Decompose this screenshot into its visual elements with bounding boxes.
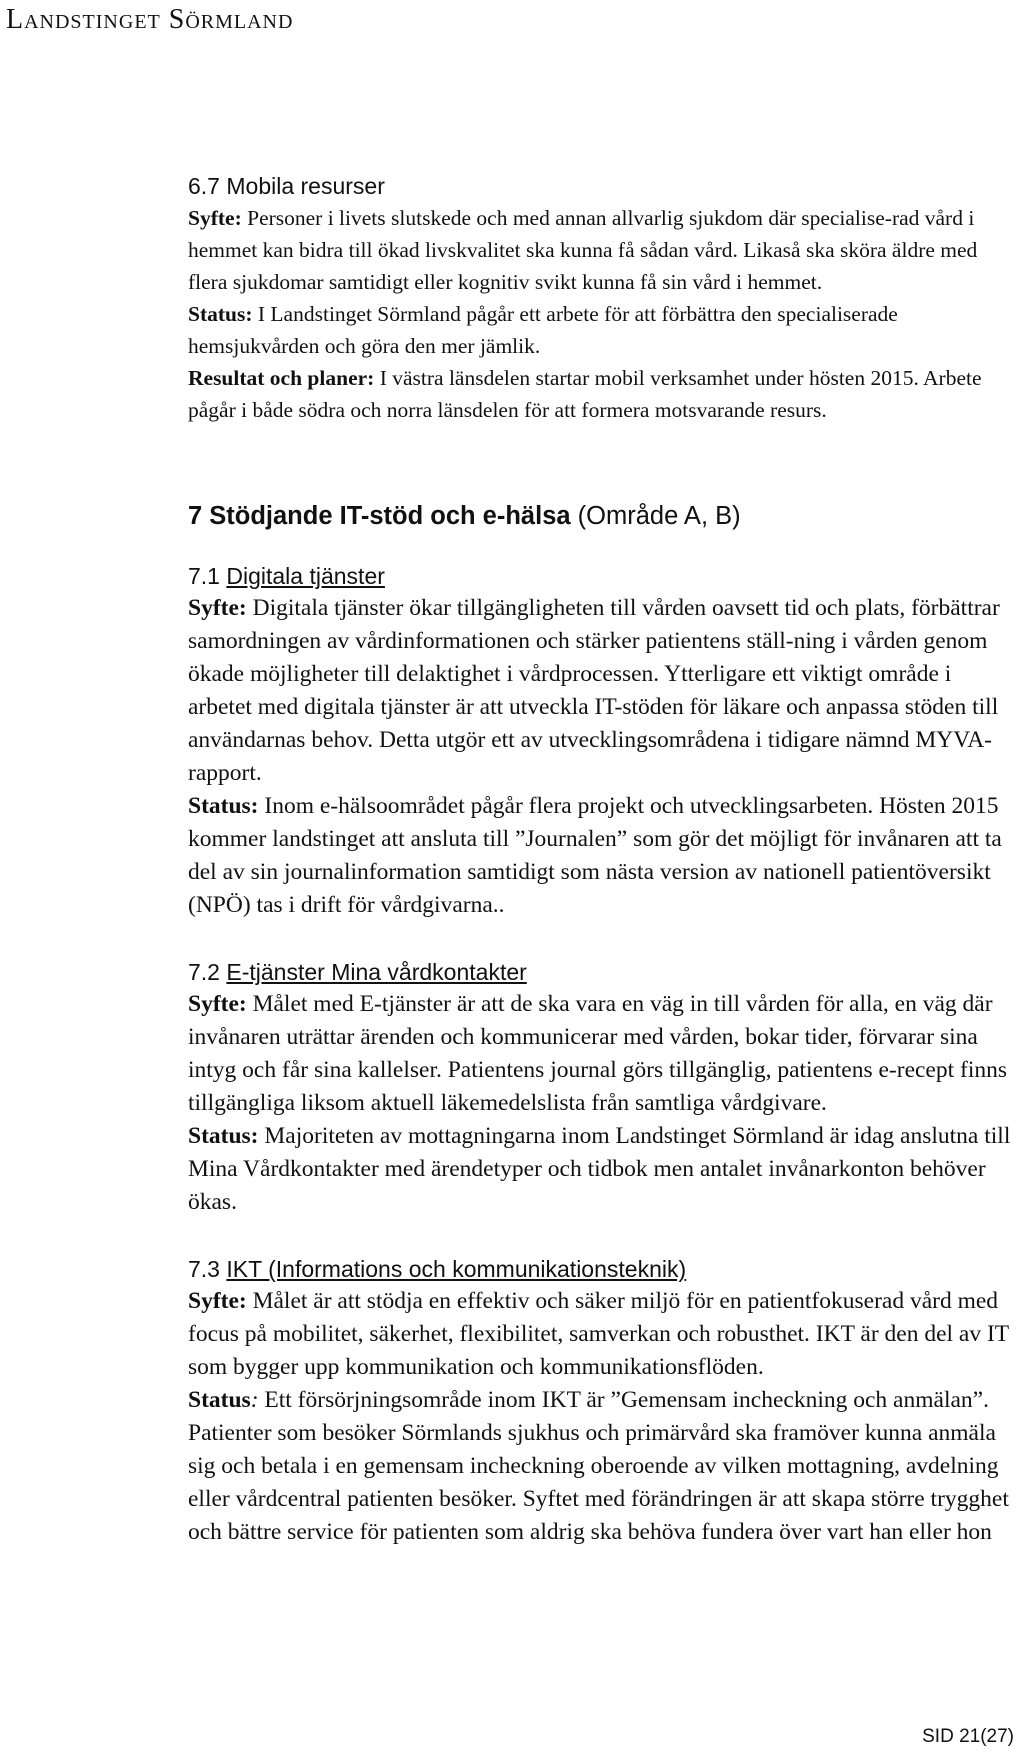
purpose-label: Syfte: bbox=[188, 1288, 247, 1314]
status-label: Status: bbox=[188, 793, 259, 819]
results-paragraph bbox=[188, 362, 1018, 426]
section-heading bbox=[188, 956, 1018, 988]
section-number: 7.2 bbox=[188, 959, 227, 985]
page-content bbox=[188, 170, 1018, 1549]
status-paragraph bbox=[188, 1120, 1018, 1219]
purpose-text: Målet är att stödja en effektiv och säker miljö för en patientfokuserad vård med focus på mobilitet, säkerhet, flexibilitet, samverkan och robusthet. IKT är den del av IT som bygger upp kommunikation och kommunikationsflöden. bbox=[188, 1288, 1009, 1380]
section-7-2 bbox=[188, 956, 1018, 1219]
section-number: 7.3 bbox=[188, 1256, 227, 1282]
purpose-label: Syfte: bbox=[188, 595, 247, 621]
organization-header: Landstinget Sörmland bbox=[6, 4, 294, 35]
status-paragraph bbox=[188, 1384, 1018, 1549]
section-heading bbox=[188, 1253, 1018, 1285]
purpose-text: Målet med E-tjänster är att de ska vara en väg in till vården för alla, en väg där invånaren uträttar ärenden och kommunicerar med vården, bokar tider, förvarar sina intyg och får sina kallelser. Patientens journal görs tillgänglig, patientens e-recept finns tillgängliga liksom aktuell läkemedelslista från samtliga vårdgivare. bbox=[188, 991, 1008, 1116]
section-7 bbox=[188, 498, 1018, 534]
purpose-label: Syfte: bbox=[188, 991, 247, 1017]
purpose-paragraph bbox=[188, 1285, 1018, 1384]
purpose-paragraph bbox=[188, 202, 1018, 298]
section-title: E-tjänster Mina vårdkontakter bbox=[226, 959, 527, 985]
chapter-area: (Område A, B) bbox=[570, 502, 741, 530]
section-7-1 bbox=[188, 560, 1018, 922]
results-text: I västra länsdelen startar mobil verksamhet under hösten 2015. Arbete pågår i både södra och norra länsdelen för att formera motsvarande resurs. bbox=[188, 366, 982, 422]
status-text: I Landstinget Sörmland pågår ett arbete för att förbättra den specialiserade hemsjukvården och göra den mer jämlik. bbox=[188, 302, 898, 358]
status-text: Ett försörjningsområde inom IKT är ”Gemensam incheckning och anmälan”. Patienter som besöker Sörmlands sjukhus och primärvård ska framöver kunna anmäla sig och betala i en gemensam incheckning oberoende av vilken mottagning, avdelning eller vårdcentral patienten besöker. Syftet med förändringen är att skapa större trygghet och bättre service för patienten som aldrig ska behöva fundera över vart han eller hon bbox=[188, 1387, 1009, 1545]
status-paragraph bbox=[188, 298, 1018, 362]
status-text: Inom e-hälsoområdet pågår flera projekt och utvecklingsarbeten. Hösten 2015 kommer landstinget att ansluta till ”Journalen” som gör det möjligt för invånaren att ta del av sin journalinformation samtidigt som nästa version av nationell patientöversikt (NPÖ) tas i drift för vårdgivarna.. bbox=[188, 793, 1002, 918]
chapter-heading bbox=[188, 498, 1018, 534]
status-label: Status: bbox=[188, 302, 253, 326]
section-number: 7.1 bbox=[188, 563, 227, 589]
status-colon: : bbox=[250, 1387, 259, 1413]
section-title: Digitala tjänster bbox=[226, 563, 385, 589]
status-paragraph bbox=[188, 790, 1018, 922]
purpose-text: Personer i livets slutskede och med annan allvarlig sjukdom där specialise-rad vård i hemmet kan bidra till ökad livskvalitet ska kunna få sådan vård. Likaså ska sköra äldre med flera sjukdomar samtidigt eller kognitiv svikt kunna få sin vård i hemmet. bbox=[188, 206, 978, 294]
section-heading bbox=[188, 560, 1018, 592]
page-number: SID 21(27) bbox=[922, 1726, 1014, 1747]
purpose-paragraph bbox=[188, 988, 1018, 1120]
section-6-7 bbox=[188, 170, 1018, 426]
section-7-3 bbox=[188, 1253, 1018, 1549]
status-text: Majoriteten av mottagningarna inom Landstinget Sörmland är idag anslutna till Mina Vårdkontakter med ärendetyper och tidbok men antalet invånarkonton behöver ökas. bbox=[188, 1123, 1011, 1215]
purpose-label: Syfte: bbox=[188, 206, 242, 230]
status-label: Status: bbox=[188, 1123, 259, 1149]
status-label: Status bbox=[188, 1387, 251, 1413]
chapter-title: 7 Stödjande IT-stöd och e-hälsa bbox=[188, 502, 571, 530]
purpose-paragraph bbox=[188, 592, 1018, 790]
section-heading: 6.7 Mobila resurser bbox=[188, 173, 385, 199]
results-label: Resultat och planer: bbox=[188, 366, 375, 390]
section-title: IKT (Informations och kommunikationsteknik) bbox=[226, 1256, 687, 1282]
purpose-text: Digitala tjänster ökar tillgängligheten till vården oavsett tid och plats, förbättrar samordningen av vårdinformationen och stärker patientens ställ-ning i vården genom ökade möjligheter till delaktighet i vårdprocessen. Ytterligare ett viktigt område i arbetet med digitala tjänster är att utveckla IT-stöden för läkare och anpassa stöden till användarnas behov. Detta utgör ett av utvecklingsområdena i tidigare nämnd MYVA-rapport. bbox=[188, 595, 1000, 786]
